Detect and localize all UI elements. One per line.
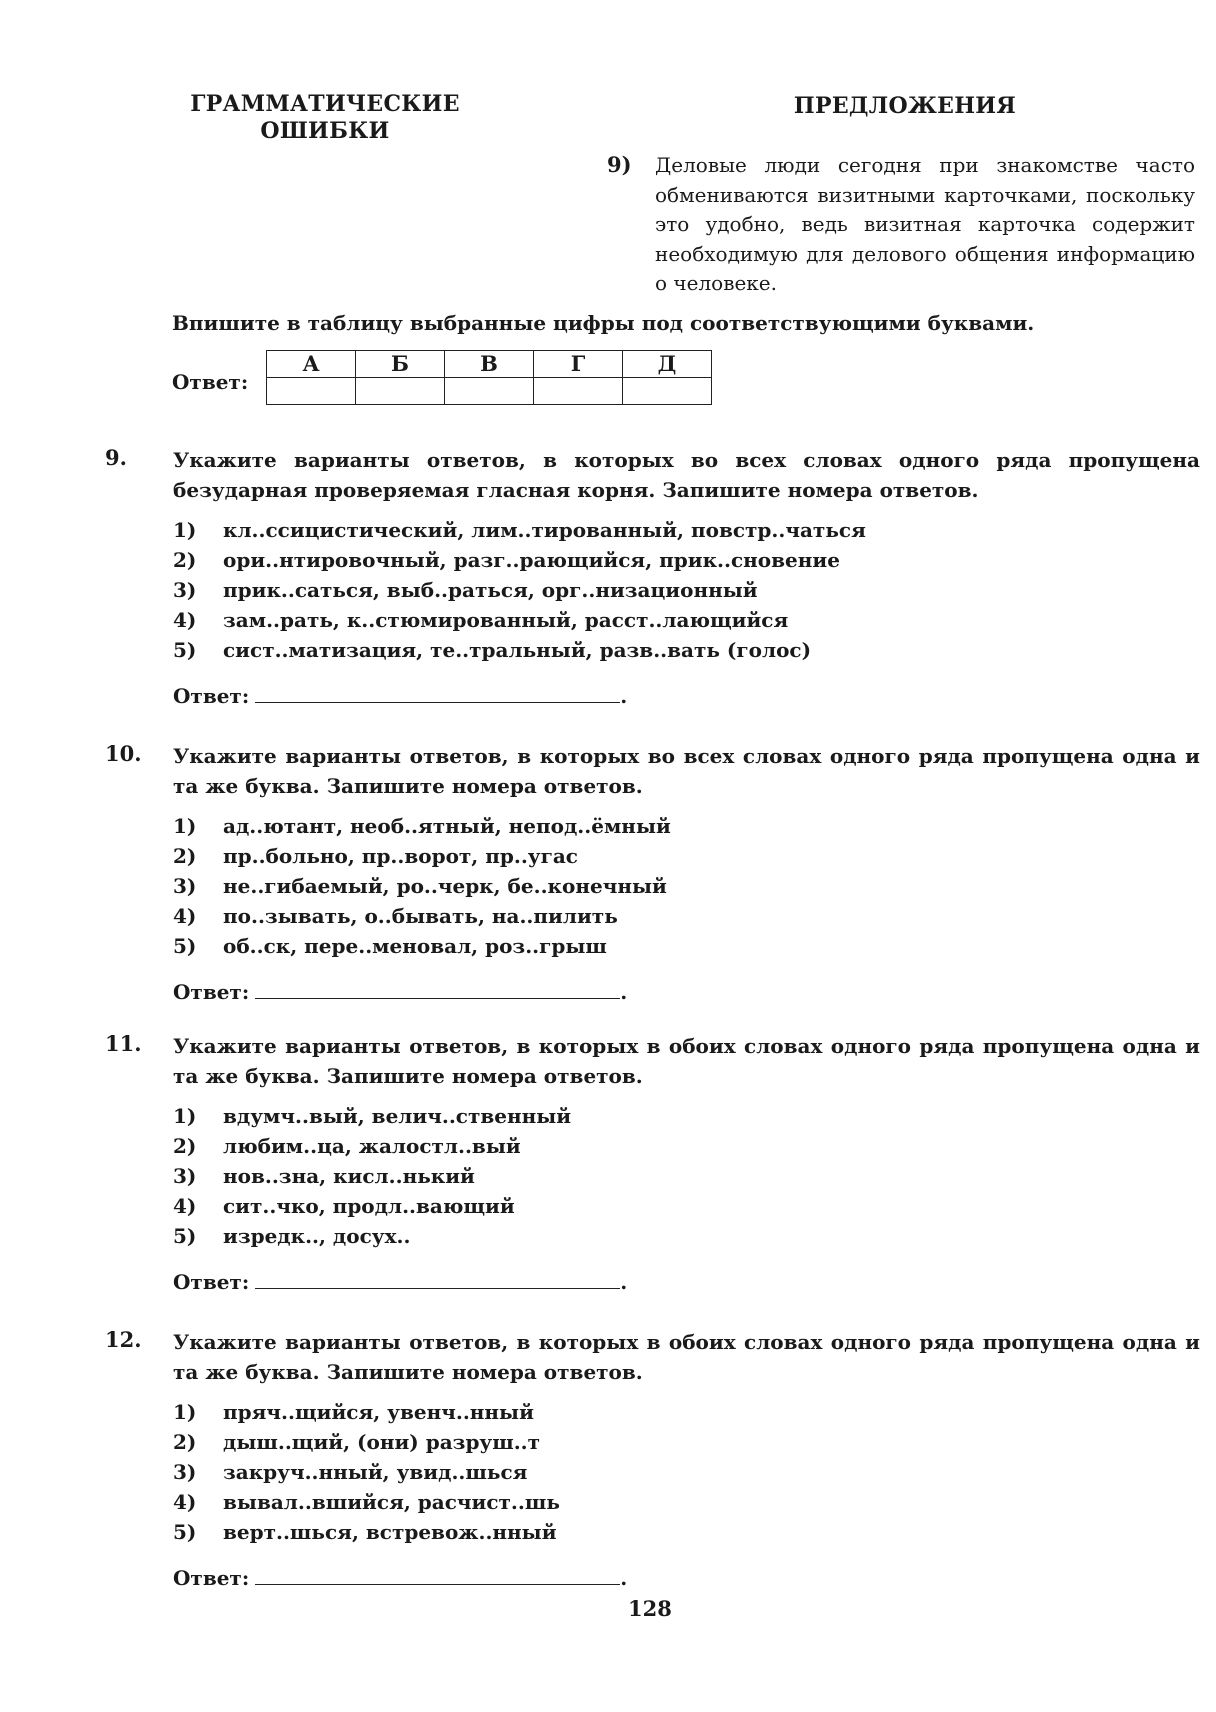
option-number: 5) <box>173 1224 197 1248</box>
option-text: прик..саться, выб..раться, орг..низационный <box>223 578 758 602</box>
answer-label: Ответ: <box>173 1566 250 1590</box>
option-text: изредк.., досух.. <box>223 1224 411 1248</box>
task-number: 11. <box>105 1031 142 1056</box>
option-text: любим..ца, жалостл..вый <box>223 1134 521 1158</box>
grid-answer-cell[interactable] <box>356 378 445 405</box>
answer-label: Ответ: <box>173 1270 250 1294</box>
answer-label: Ответ: <box>173 684 250 708</box>
task-option <box>173 814 671 838</box>
option-text: зам..рать, к..стюмированный, расст..лающийся <box>223 608 789 632</box>
option-number: 4) <box>173 1490 197 1514</box>
option-number: 5) <box>173 934 197 958</box>
option-text: верт..шься, встревож..нный <box>223 1520 557 1544</box>
task-question: Укажите варианты ответов, в которых во всех словах одного ряда пропущена одна и та же буква. Запишите номера ответов. <box>173 744 1200 798</box>
intro-item-number: 9) <box>607 152 632 177</box>
option-text: пряч..щийся, увенч..нный <box>223 1400 534 1424</box>
option-number: 4) <box>173 1194 197 1218</box>
answer-line[interactable] <box>255 1268 620 1289</box>
option-text: закруч..нный, увид..шься <box>223 1460 528 1484</box>
task-option <box>173 638 811 662</box>
task-option <box>173 1430 540 1454</box>
option-text: вдумч..вый, велич..ственный <box>223 1104 572 1128</box>
task-option <box>173 904 618 928</box>
task-number: 9. <box>105 445 127 470</box>
answer-line[interactable] <box>255 978 620 999</box>
task-option <box>173 934 607 958</box>
task-option <box>173 1194 515 1218</box>
grid-answer-cell[interactable] <box>623 378 712 405</box>
task-number: 10. <box>105 741 142 766</box>
task-option <box>173 1224 410 1248</box>
grid-letter: Г <box>534 351 623 378</box>
answer-line[interactable] <box>255 1564 620 1585</box>
option-number: 1) <box>173 1104 197 1128</box>
task-option <box>173 1104 571 1128</box>
task-option <box>173 608 788 632</box>
column-header-sentences: ПРЕДЛОЖЕНИЯ <box>793 93 1017 119</box>
option-text: сист..матизация, те..тральный, разв..вать (голос) <box>223 638 812 662</box>
option-number: 2) <box>173 844 197 868</box>
option-text: дыш..щий, (они) разруш..т <box>223 1430 541 1454</box>
page-number: 128 <box>628 1596 672 1621</box>
option-number: 3) <box>173 1460 197 1484</box>
task-option <box>173 578 758 602</box>
option-number: 3) <box>173 578 197 602</box>
grid-letter: Д <box>623 351 712 378</box>
option-text: по..зывать, о..бывать, на..пилить <box>223 904 618 928</box>
option-text: ори..нтировочный, разг..рающийся, прик..сновение <box>223 548 840 572</box>
grid-letter: А <box>267 351 356 378</box>
answer-grid-input-row <box>267 378 712 405</box>
option-number: 2) <box>173 1134 197 1158</box>
grid-answer-label: Ответ: <box>172 370 249 394</box>
task-question: Укажите варианты ответов, в которых в обоих словах одного ряда пропущена одна и та же буква. Запишите номера ответов. <box>173 1034 1200 1088</box>
answer-line[interactable] <box>255 682 620 703</box>
option-text: об..ск, пере..меновал, роз..грыш <box>223 934 607 958</box>
task-answer: Ответ: . <box>173 980 628 1004</box>
option-text: ад..ютант, необ..ятный, непод..ёмный <box>223 814 671 838</box>
task-answer: Ответ: . <box>173 1566 628 1590</box>
task-option <box>173 1490 560 1514</box>
task-option <box>173 518 866 542</box>
grid-answer-cell[interactable] <box>445 378 534 405</box>
intro-item-text: Деловые люди сегодня при знакомстве часто обмениваются визитными карточками, поскольку это удобно, ведь визитная карточка содержит необходимую для делового общения информацию о человеке. <box>655 153 1195 295</box>
option-text: нов..зна, кисл..нький <box>223 1164 475 1188</box>
grid-letter: Б <box>356 351 445 378</box>
answer-label: Ответ: <box>173 980 250 1004</box>
task-answer: Ответ: . <box>173 1270 628 1294</box>
answer-grid <box>266 350 712 405</box>
grid-answer-cell[interactable] <box>267 378 356 405</box>
option-text: не..гибаемый, ро..черк, бе..конечный <box>223 874 667 898</box>
option-number: 1) <box>173 518 197 542</box>
option-number: 1) <box>173 1400 197 1424</box>
option-number: 3) <box>173 1164 197 1188</box>
option-number: 5) <box>173 638 197 662</box>
task-option <box>173 1134 521 1158</box>
option-number: 2) <box>173 548 197 572</box>
task-answer: Ответ: . <box>173 684 628 708</box>
option-text: сит..чко, продл..вающий <box>223 1194 515 1218</box>
option-number: 4) <box>173 608 197 632</box>
task-number: 12. <box>105 1327 142 1352</box>
option-number: 5) <box>173 1520 197 1544</box>
option-text: пр..больно, пр..ворот, пр..угас <box>223 844 578 868</box>
task-question: Укажите варианты ответов, в которых во всех словах одного ряда пропущена безударная проверяемая гласная корня. Запишите номера ответов. <box>173 448 1200 502</box>
task-option <box>173 844 578 868</box>
task-option <box>173 1520 557 1544</box>
task-option <box>173 874 667 898</box>
grid-answer-cell[interactable] <box>534 378 623 405</box>
option-text: кл..ссицистический, лим..тированный, повстр..чаться <box>223 518 866 542</box>
option-number: 1) <box>173 814 197 838</box>
task-option <box>173 1460 527 1484</box>
table-instruction: Впишите в таблицу выбранные цифры под соответствующими буквами. <box>172 311 1035 335</box>
option-text: вывал..вшийся, расчист..шь <box>223 1490 560 1514</box>
task-option <box>173 548 840 572</box>
option-number: 3) <box>173 874 197 898</box>
column-header-grammatical-errors: ГРАММАТИЧЕСКИЕ ОШИБКИ <box>190 91 460 144</box>
grid-letter: В <box>445 351 534 378</box>
answer-grid-letters-row <box>267 351 712 378</box>
option-number: 4) <box>173 904 197 928</box>
task-option <box>173 1400 534 1424</box>
task-option <box>173 1164 475 1188</box>
option-number: 2) <box>173 1430 197 1454</box>
task-question: Укажите варианты ответов, в которых в обоих словах одного ряда пропущена одна и та же буква. Запишите номера ответов. <box>173 1330 1200 1384</box>
